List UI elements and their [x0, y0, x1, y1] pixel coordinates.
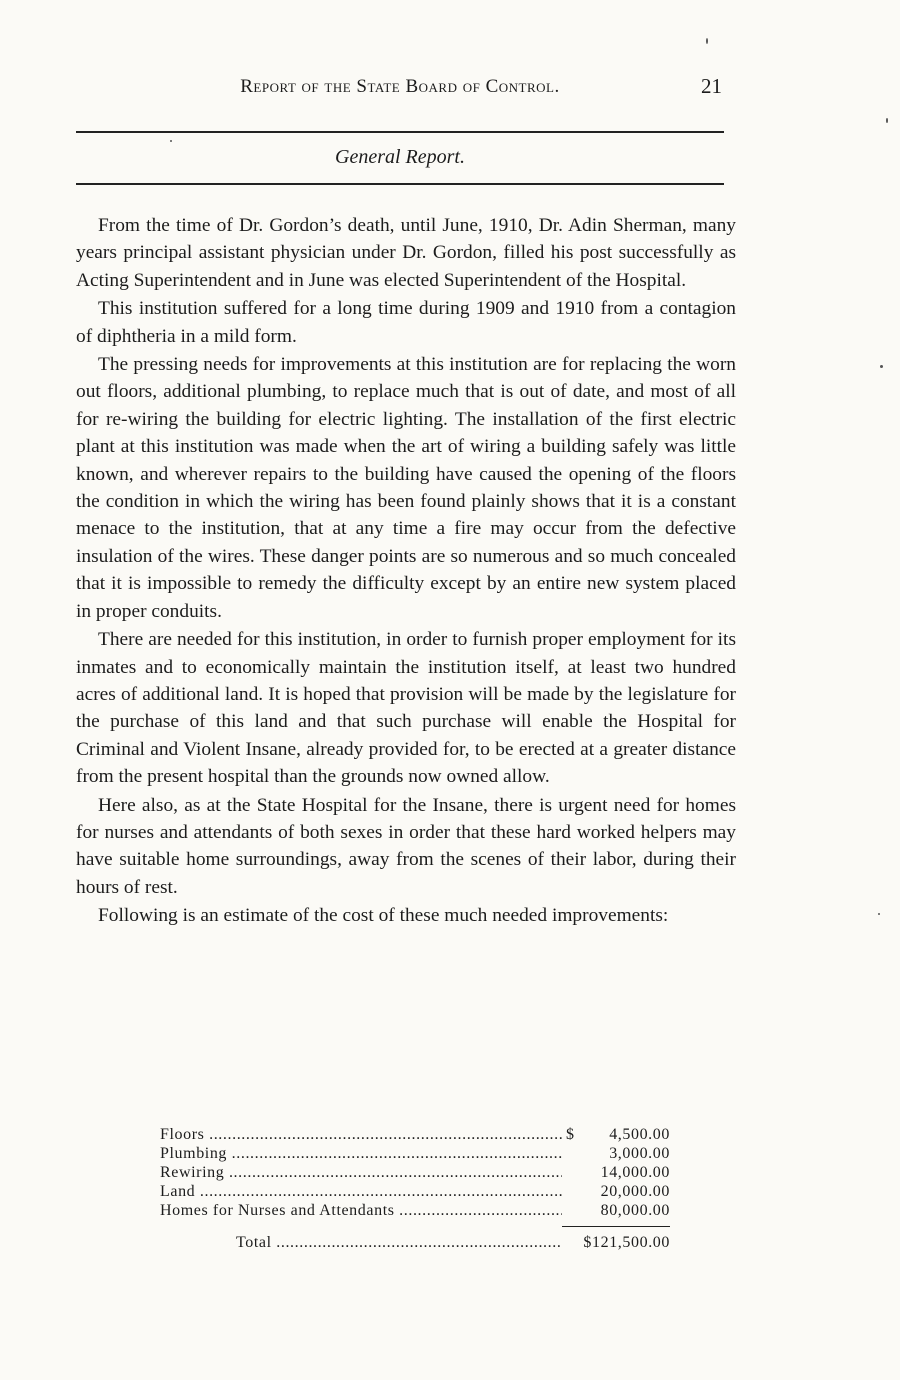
cost-item-label: Homes for Nurses and Attendants ..... — [160, 1201, 562, 1220]
total-rule — [562, 1226, 670, 1227]
cost-item-amount: 14,000.00 — [600, 1164, 670, 1181]
paragraph: Here also, as at the State Hospital for the Insane, there is urgent need for homes for nurses and attendants of both sexes in order that these hard worked helpers may have suitable home surroundings, away from the scenes of their labor, during their hours of rest. — [76, 794, 736, 898]
cost-item-label: Floors ..... — [160, 1125, 562, 1144]
running-title: Report of the State Board of Control. — [240, 76, 560, 97]
total-amount: $121,500.00 — [583, 1234, 670, 1251]
cost-estimate-table — [160, 1125, 670, 1252]
cost-item-amount: 4,500.00 — [609, 1126, 670, 1143]
running-header — [76, 76, 724, 104]
scan-speck — [706, 38, 708, 44]
paragraph: Following is an estimate of the cost of these much needed improvements: — [98, 905, 669, 927]
cost-row — [160, 1144, 670, 1163]
cost-item-label: Land ..... — [160, 1182, 562, 1201]
cost-row — [160, 1182, 670, 1201]
cost-item-label: Plumbing ..... — [160, 1144, 562, 1163]
cost-item-currency: $ — [566, 1126, 575, 1143]
paragraph: There are needed for this institution, in order to furnish proper employment for its inmates and to economically maintain the institution itself, at least two hundred acres of additional land. It is hoped that provision will be made by the legislature for the purchase of this land and that such purchase will enable the Hospital for Criminal and Violent Insane, already provided for, to be erected at a greater distance from the present hospital than the grounds now owned allow. — [76, 629, 736, 788]
scan-speck — [886, 118, 888, 123]
bottom-rule — [76, 183, 724, 185]
cost-row — [160, 1125, 670, 1144]
cost-item-amount: 3,000.00 — [609, 1145, 670, 1162]
paragraph: This institution suffered for a long time during 1909 and 1910 from a contagion of diphtheria in a mild form. — [76, 298, 736, 347]
cost-item-label: Rewiring ..... — [160, 1163, 562, 1182]
cost-row — [160, 1201, 670, 1220]
paragraph: The pressing needs for improvements at this institution are for replacing the worn out floors, additional plumbing, to replace much that is out of date, and most of all for re-wiring the building for electric lighting. The installation of the first electric plant at this institution was made when the art of wiring a building safely was little known, and wherever repairs to the building have caused the opening of the floors the condition in which the wiring has been found plainly shows that it is a constant menace to the institution, that at any time a fire may occur from the defective insulation of the wires. These danger points are so numerous and so much concealed that it is impossible to remedy the difficulty except by an entire new system placed in proper conduits. — [76, 354, 736, 622]
top-rule — [76, 131, 724, 133]
body-text — [76, 212, 736, 931]
scan-speck — [170, 140, 172, 142]
total-label: Total ..... — [236, 1233, 562, 1252]
cost-row — [160, 1163, 670, 1182]
paragraph: From the time of Dr. Gordon’s death, until June, 1910, Dr. Adin Sherman, many years principal assistant physician under Dr. Gordon, filled his post successfully as Acting Superintendent and in June was elected Superintendent of the Hospital. — [76, 215, 736, 291]
scan-speck — [880, 365, 883, 368]
total-row — [160, 1233, 670, 1252]
section-title: General Report. — [335, 146, 465, 168]
page-number: 21 — [701, 74, 722, 98]
cost-item-amount: 20,000.00 — [600, 1183, 670, 1200]
cost-item-amount: 80,000.00 — [600, 1202, 670, 1219]
scan-speck — [878, 913, 880, 915]
